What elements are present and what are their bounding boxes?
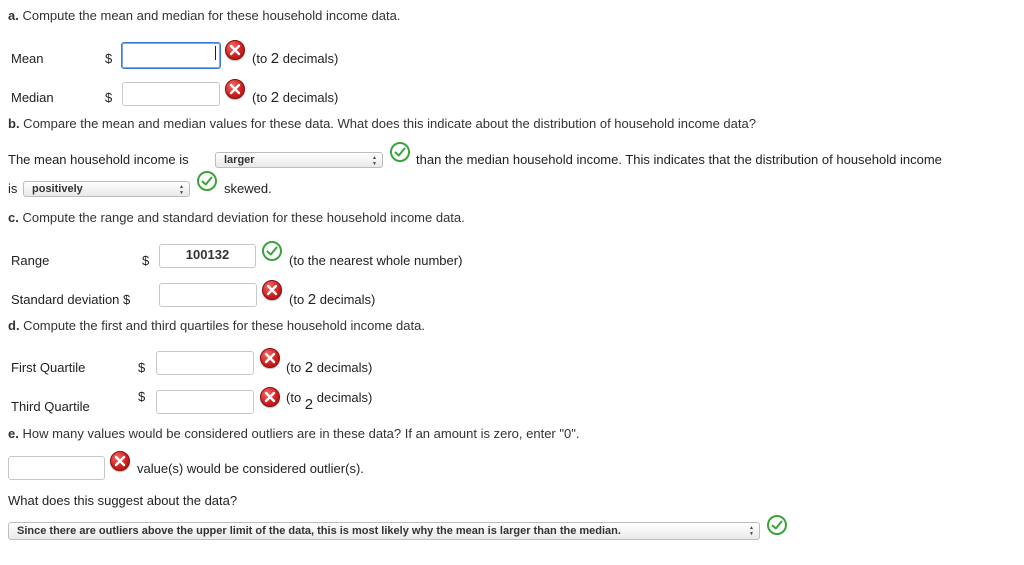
- q3-currency: $: [138, 389, 146, 404]
- q1-input[interactable]: [156, 351, 254, 375]
- select-arrow-icon: ▲ ▼: [179, 184, 184, 196]
- median-label: Median: [11, 90, 54, 105]
- question-a: a. Compute the mean and median for these household income data.: [8, 8, 401, 23]
- question-c: c. Compute the range and standard deviation for these household income data.: [8, 210, 465, 225]
- mean-hint: (to 2 decimals): [252, 50, 339, 67]
- comparison-select[interactable]: larger ▲ ▼: [215, 152, 383, 168]
- q3-hint: (to 2 decimals): [286, 390, 373, 413]
- correct-check-icon: [262, 241, 282, 261]
- range-label: Range: [11, 253, 50, 268]
- range-hint: (to the nearest whole number): [289, 253, 463, 268]
- incorrect-x-icon: [260, 348, 280, 368]
- q1-label: First Quartile: [11, 360, 86, 375]
- followup-question: What does this suggest about the data?: [8, 493, 238, 508]
- sd-input[interactable]: [159, 283, 257, 307]
- sentence-start: The mean household income is: [8, 152, 189, 167]
- outlier-conclusion-select[interactable]: Since there are outliers above the upper limit of the data, this is most likely why the mean is larger than the median. ▲ ▼: [8, 522, 760, 540]
- median-hint: (to 2 decimals): [252, 89, 339, 106]
- question-b: b. Compare the mean and median values for these data. What does this indicate about the distribution of household income data?: [8, 116, 756, 131]
- incorrect-x-icon: [110, 451, 130, 471]
- q1-hint: (to 2 decimals): [286, 359, 373, 376]
- correct-check-icon: [197, 171, 217, 191]
- outlier-suffix: value(s) would be considered outlier(s).: [137, 461, 364, 476]
- select-arrow-icon: ▲ ▼: [372, 155, 377, 167]
- sd-label: Standard deviation $: [11, 292, 131, 307]
- median-currency: $: [105, 90, 113, 105]
- correct-check-icon: [390, 142, 410, 162]
- correct-check-icon: [767, 515, 787, 535]
- skew-select[interactable]: positively ▲ ▼: [23, 181, 190, 197]
- select-arrow-icon: ▲ ▼: [749, 525, 754, 537]
- mean-currency: $: [105, 51, 113, 66]
- sentence-mid: than the median household income. This indicates that the distribution of household income: [416, 152, 942, 167]
- range-currency: $: [142, 253, 150, 268]
- q3-label: Third Quartile: [11, 399, 90, 414]
- question-e: e. How many values would be considered outliers are in these data? If an amount is zero, enter "0".: [8, 426, 580, 441]
- incorrect-x-icon: [225, 40, 245, 60]
- incorrect-x-icon: [260, 387, 280, 407]
- sentence-end: skewed.: [224, 181, 272, 196]
- median-input[interactable]: [122, 82, 220, 106]
- range-input[interactable]: 100132: [159, 244, 256, 268]
- mean-label: Mean: [11, 51, 44, 66]
- incorrect-x-icon: [225, 79, 245, 99]
- outlier-count-input[interactable]: [8, 456, 105, 480]
- sd-hint: (to 2 decimals): [289, 291, 376, 308]
- question-d: d. Compute the first and third quartiles for these household income data.: [8, 318, 425, 333]
- sentence-is: is: [8, 181, 18, 196]
- q3-input[interactable]: [156, 390, 254, 414]
- mean-input[interactable]: [121, 42, 221, 69]
- incorrect-x-icon: [262, 280, 282, 300]
- q1-currency: $: [138, 360, 146, 375]
